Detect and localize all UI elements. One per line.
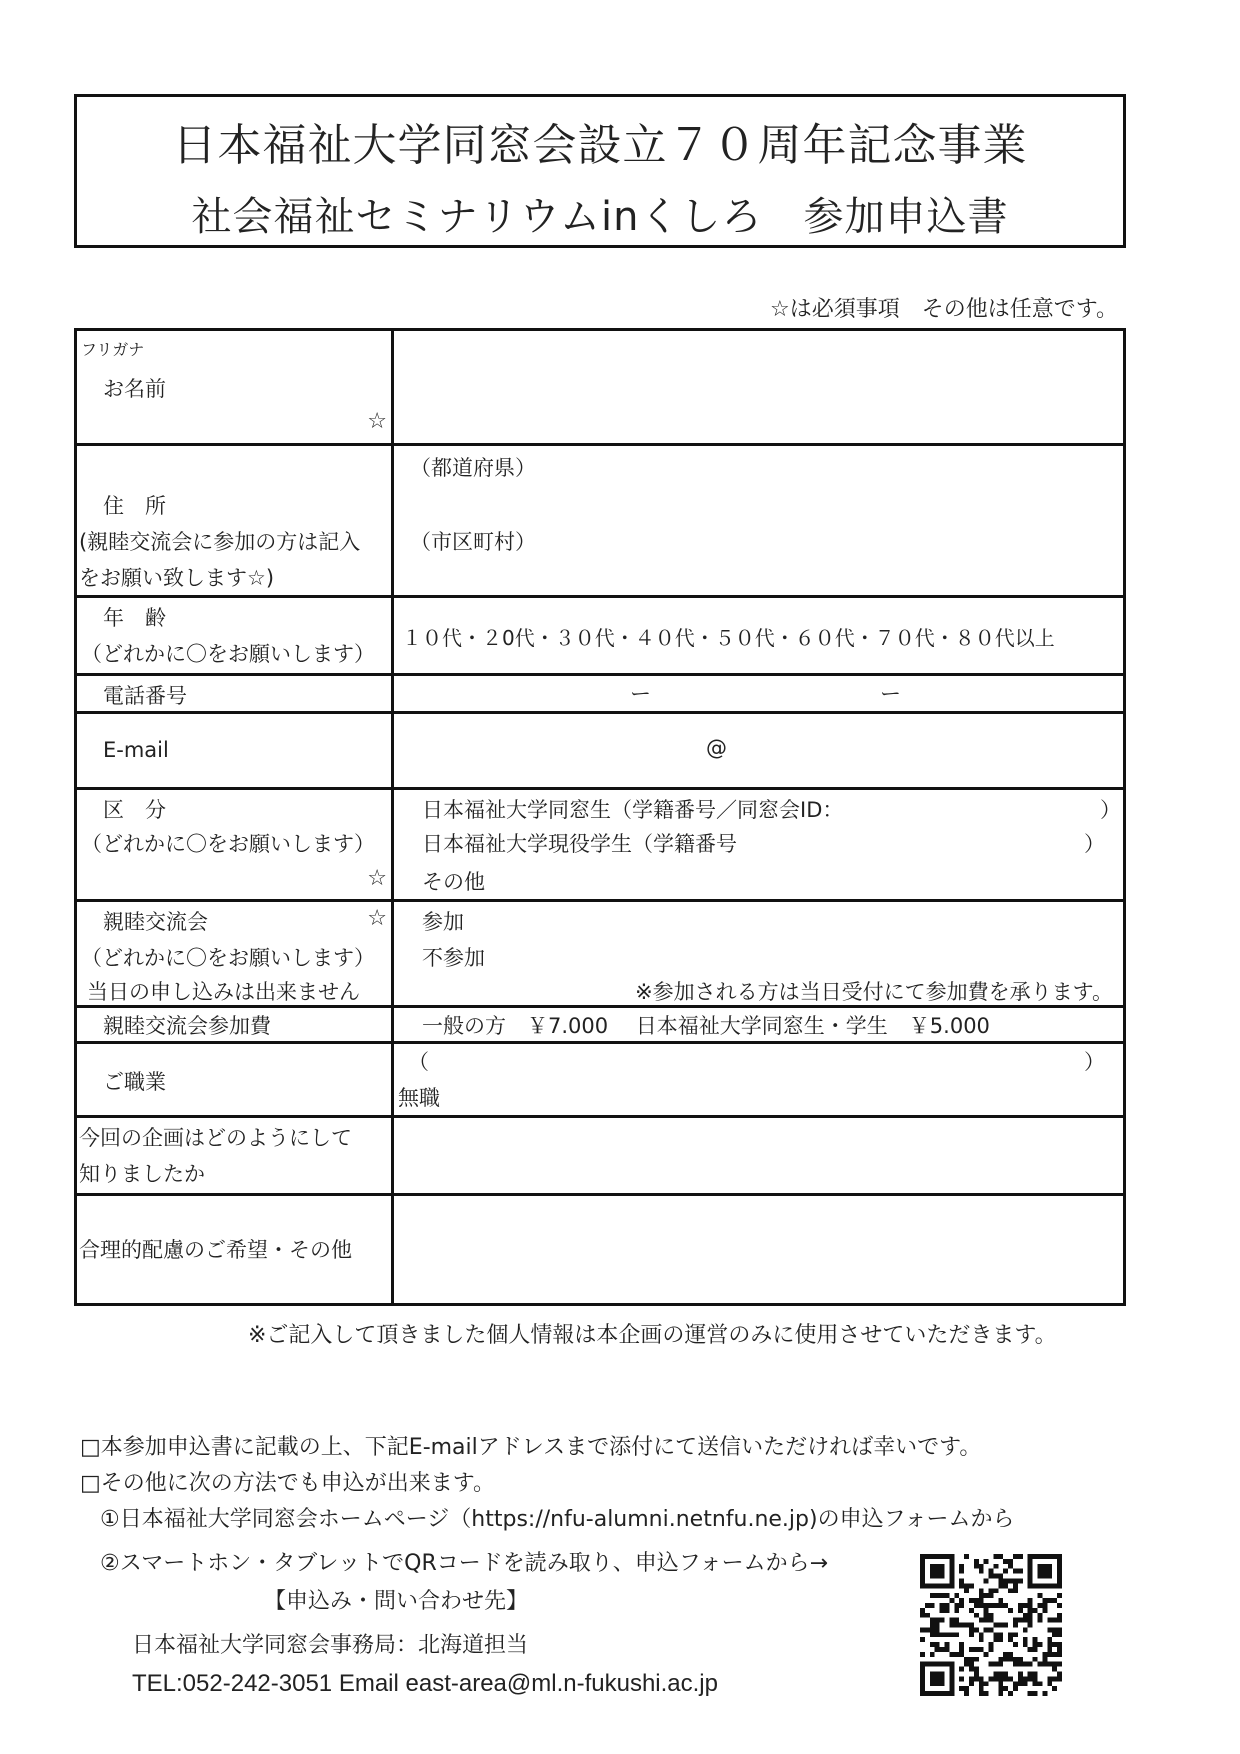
category-label: 区 分 bbox=[103, 798, 166, 822]
phone-dash-1: ー bbox=[630, 682, 651, 706]
row-party bbox=[76, 901, 1125, 1007]
row-name bbox=[76, 330, 1125, 445]
phone-label: 電話番号 bbox=[103, 684, 187, 708]
row-phone bbox=[76, 675, 1125, 713]
document-subtitle: 社会福祉セミナリウムinくしろ 参加申込書 bbox=[191, 194, 1009, 240]
application-form-table bbox=[74, 328, 1126, 1306]
instruction-other-methods: □その他に次の方法でも申込が出来ます。 bbox=[80, 1471, 496, 1496]
document-title: 日本福祉大学同窓会設立７０周年記念事業 bbox=[172, 120, 1028, 171]
age-note: （どれかに〇をお願いします） bbox=[81, 642, 375, 666]
consideration-input-cell[interactable] bbox=[393, 1195, 1125, 1305]
address-label: 住 所 bbox=[103, 494, 166, 518]
email-label: E-mail bbox=[103, 738, 169, 762]
city-hint: （市区町村） bbox=[410, 530, 536, 554]
prefecture-hint: （都道府県） bbox=[410, 456, 536, 480]
phone-input-cell[interactable] bbox=[393, 675, 1125, 713]
source-label-line2: 知りましたか bbox=[79, 1162, 205, 1186]
source-input-cell[interactable] bbox=[393, 1117, 1125, 1195]
age-options-cell[interactable] bbox=[393, 597, 1125, 675]
party-note: （どれかに〇をお願いします） bbox=[81, 946, 375, 970]
address-input-cell[interactable] bbox=[393, 445, 1125, 597]
fee-value: 一般の方 ￥7.000 日本福祉大学同窓生・学生 ￥5.000 bbox=[422, 1014, 990, 1038]
required-star-icon: ☆ bbox=[367, 409, 387, 434]
category-note: （どれかに〇をお願いします） bbox=[81, 832, 375, 856]
row-address bbox=[76, 445, 1125, 597]
source-label-cell bbox=[76, 1117, 393, 1195]
phone-dash-2: ー bbox=[880, 682, 901, 706]
source-label-line1: 今回の企画はどのようにして bbox=[79, 1126, 352, 1150]
party-label: 親睦交流会 bbox=[103, 910, 208, 934]
consideration-label: 合理的配慮のご希望・その他 bbox=[79, 1238, 352, 1262]
row-occupation bbox=[76, 1043, 1125, 1117]
name-label-cell bbox=[76, 330, 393, 445]
fee-label-cell bbox=[76, 1007, 393, 1043]
category-option-student-close: ） bbox=[1084, 832, 1105, 856]
category-option-other: その他 bbox=[422, 870, 485, 894]
contact-office: 日本福祉大学同窓会事務局：北海道担当 bbox=[132, 1633, 529, 1658]
row-category bbox=[76, 789, 1125, 901]
category-label-cell bbox=[76, 789, 393, 901]
row-consideration bbox=[76, 1195, 1125, 1305]
contact-tel-email: TEL:052-242-3051 Email east-area@ml.n-fukushi.ac.jp bbox=[132, 1670, 718, 1697]
age-options: １０代・２0代・３０代・４０代・５０代・６０代・７０代・８０代以上 bbox=[402, 626, 1055, 650]
email-label-cell bbox=[76, 713, 393, 789]
instruction-email: □本参加申込書に記載の上、下記E-mailアドレスまで添付にて送信いただければ幸いです。 bbox=[80, 1435, 982, 1460]
required-star-icon: ☆ bbox=[367, 866, 387, 891]
occupation-input-cell[interactable] bbox=[393, 1043, 1125, 1117]
category-options-cell[interactable] bbox=[393, 789, 1125, 901]
phone-label-cell bbox=[76, 675, 393, 713]
party-label-cell bbox=[76, 901, 393, 1007]
privacy-note: ※ご記入して頂きました個人情報は本企画の運営のみに使用させていただきます。 bbox=[248, 1323, 1057, 1348]
age-label: 年 齢 bbox=[103, 606, 166, 630]
row-email bbox=[76, 713, 1125, 789]
category-option-alumni-close: ） bbox=[1100, 798, 1121, 822]
consideration-label-cell bbox=[76, 1195, 393, 1305]
fee-value-cell bbox=[393, 1007, 1125, 1043]
occupation-paren-close: ） bbox=[1084, 1050, 1105, 1074]
party-option-attend: 参加 bbox=[422, 910, 464, 934]
party-option-absent: 不参加 bbox=[422, 946, 485, 970]
qr-code-icon[interactable] bbox=[920, 1554, 1062, 1696]
contact-heading: 【申込み・問い合わせ先】 bbox=[264, 1589, 529, 1614]
row-source bbox=[76, 1117, 1125, 1195]
category-option-student: 日本福祉大学現役学生（学籍番号 bbox=[422, 832, 737, 856]
row-age bbox=[76, 597, 1125, 675]
title-box bbox=[74, 94, 1126, 248]
row-fee bbox=[76, 1007, 1125, 1043]
fee-label: 親睦交流会参加費 bbox=[103, 1014, 271, 1038]
address-note-line2: をお願い致します☆) bbox=[79, 566, 275, 590]
required-note: ☆は必須事項 その他は任意です。 bbox=[770, 297, 1118, 322]
occupation-option-none: 無職 bbox=[398, 1086, 440, 1110]
name-label: お名前 bbox=[103, 377, 166, 401]
occupation-paren-open: （ bbox=[408, 1050, 429, 1074]
name-input-cell[interactable] bbox=[393, 330, 1125, 445]
party-options-cell[interactable] bbox=[393, 901, 1125, 1007]
required-star-icon: ☆ bbox=[367, 906, 387, 931]
category-option-alumni: 日本福祉大学同窓生（学籍番号／同窓会ID： bbox=[422, 798, 844, 822]
party-no-same-day-note: 当日の申し込みは出来ません bbox=[87, 980, 360, 1004]
instruction-qr: ②スマートホン・タブレットでQRコードを読み取り、申込フォームから→ bbox=[100, 1551, 829, 1576]
email-input-cell[interactable] bbox=[393, 713, 1125, 789]
email-at-sign: @ bbox=[706, 736, 727, 760]
address-label-cell bbox=[76, 445, 393, 597]
occupation-label-cell bbox=[76, 1043, 393, 1117]
age-label-cell bbox=[76, 597, 393, 675]
furigana-label: フリガナ bbox=[81, 340, 145, 359]
party-fee-note: ※参加される方は当日受付にて参加費を承ります。 bbox=[635, 980, 1113, 1004]
address-note-line1: (親睦交流会に参加の方は記入 bbox=[79, 530, 361, 554]
occupation-label: ご職業 bbox=[103, 1070, 166, 1094]
instruction-homepage: ①日本福祉大学同窓会ホームページ（https://nfu-alumni.netnfu.ne.jp)の申込フォームから bbox=[100, 1507, 1015, 1532]
